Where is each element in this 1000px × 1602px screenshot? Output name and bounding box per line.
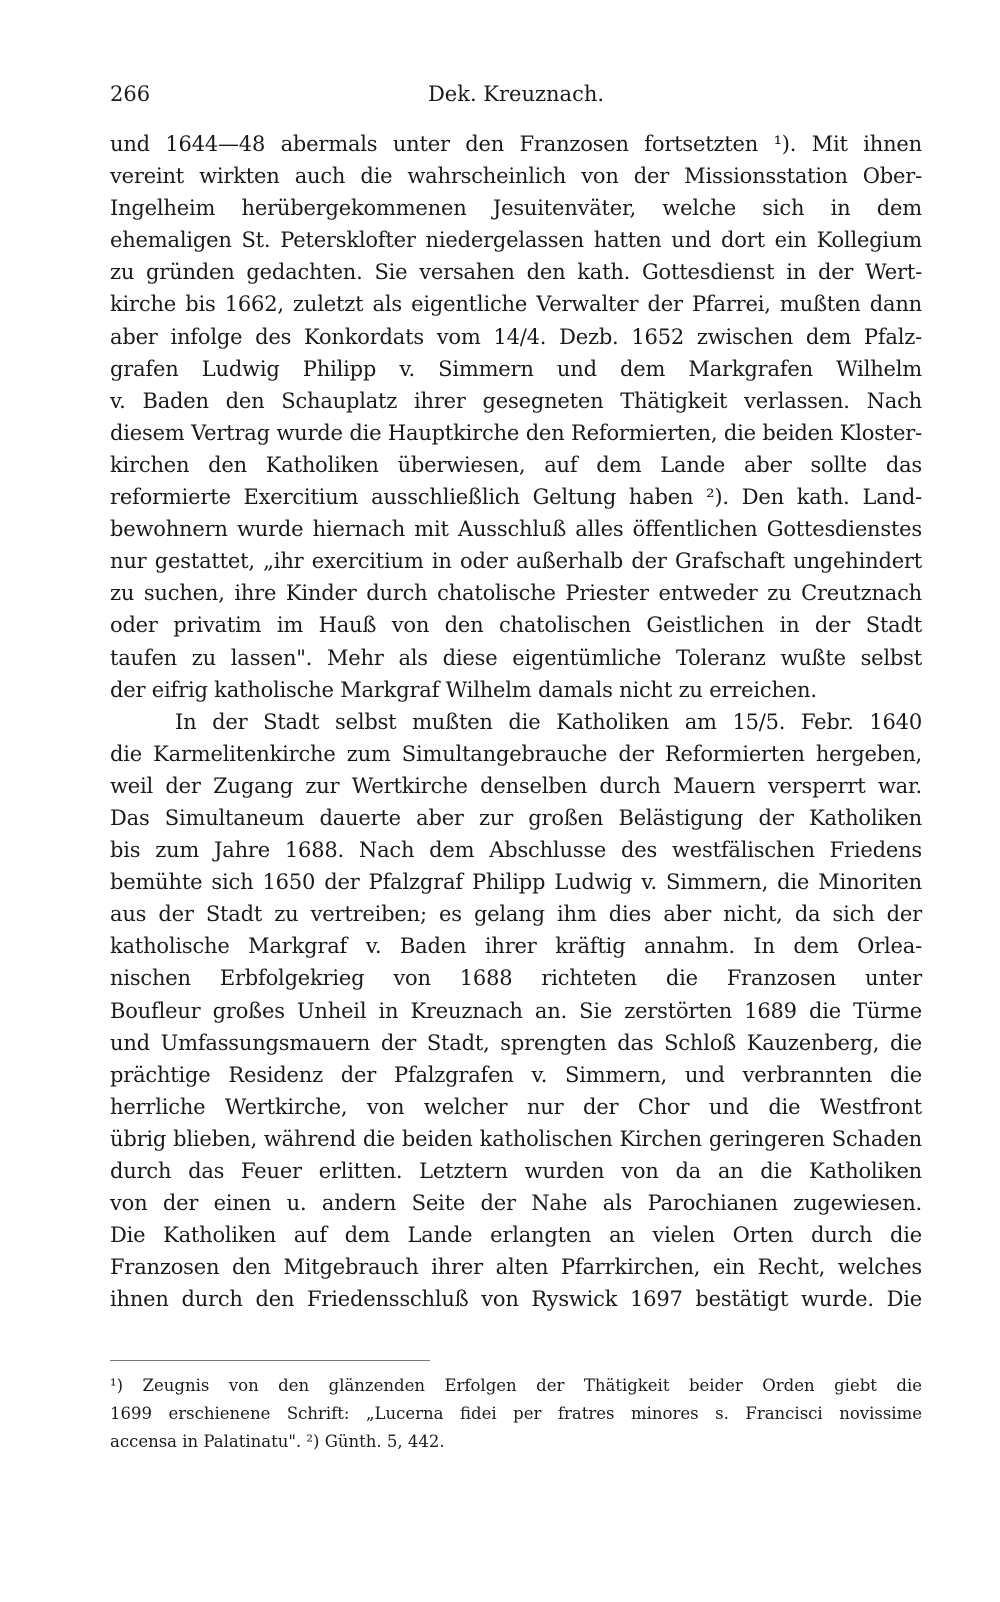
text-line: prächtige Residenz der Pfalzgrafen v. Simmern, und verbrannten die xyxy=(110,1062,922,1087)
footnote-line: ¹) Zeugnis von den glänzenden Erfolgen der Thätigkeit beider Orden giebt die xyxy=(110,1376,922,1395)
text-line: durch das Feuer erlitten. Letztern wurden von da an die Katholiken xyxy=(110,1159,922,1183)
running-title: Dek. Kreuznach. xyxy=(427,82,605,106)
footnote-line: 1699 erschienene Schrift: „Lucerna fidei per fratres minores s. Francisci novissime xyxy=(110,1404,922,1423)
footnote-divider xyxy=(110,1360,430,1361)
text-line: aus der Stadt zu vertreiben; es gelang ihm dies aber nicht, da sich der xyxy=(110,902,922,927)
text-line: kirche bis 1662, zuletzt als eigentliche Verwalter der Pfarrei, mußten dann xyxy=(110,292,922,317)
text-line: von der einen u. andern Seite der Nahe als Parochianen zugewiesen. xyxy=(110,1191,922,1216)
text-line: v. Baden den Schauplatz ihrer gesegneten Thätigkeit verlassen. Nach xyxy=(110,388,922,413)
text-line: zu gründen gedachten. Sie versahen den kath. Gottesdienst in der Wert- xyxy=(110,260,922,285)
text-line: katholische Markgraf v. Baden ihrer kräftig annahm. In dem Orlea- xyxy=(110,934,922,959)
text-line: Das Simultaneum dauerte aber zur großen Belästigung der Katholiken xyxy=(110,805,922,830)
body-text xyxy=(110,128,922,1315)
page-number: 266 xyxy=(110,82,151,106)
footnotes xyxy=(110,1372,922,1456)
text-line: kirchen den Katholiken überwiesen, auf dem Lande aber sollte das xyxy=(110,452,922,477)
text-line: taufen zu lassen". Mehr als diese eigentümliche Toleranz wußte selbst xyxy=(110,645,922,670)
paragraph-start-line: In der Stadt selbst mußten die Katholiken am 15/5. Febr. 1640 xyxy=(175,709,922,734)
text-line: Franzosen den Mitgebrauch ihrer alten Pfarrkirchen, ein Recht, welches xyxy=(110,1255,922,1280)
text-line: Ingelheim herübergekommenen Jesuitenväter, welche sich in dem xyxy=(110,196,922,221)
footnote-line: accensa in Palatinatu". ²) Günth. 5, 442. xyxy=(110,1432,445,1451)
text-line: herrliche Wertkirche, von welcher nur der Chor und die Westfront xyxy=(110,1094,922,1119)
text-line: die Karmelitenkirche zum Simultangebrauche der Reformierten hergeben, xyxy=(110,741,922,766)
text-line: bis zum Jahre 1688. Nach dem Abschlusse des westfälischen Friedens xyxy=(110,838,922,863)
text-line: bemühte sich 1650 der Pfalzgraf Philipp Ludwig v. Simmern, die Minoriten xyxy=(110,870,922,895)
text-line: der eifrig katholische Markgraf Wilhelm damals nicht zu erreichen. xyxy=(110,677,817,702)
text-line: und 1644—48 abermals unter den Franzosen fortsetzten ¹). Mit ihnen xyxy=(110,132,922,156)
text-line: aber infolge des Konkordats vom 14/4. Dezb. 1652 zwischen dem Pfalz- xyxy=(110,324,922,349)
text-line: reformierte Exercitium ausschließlich Geltung haben ²). Den kath. Land- xyxy=(110,485,922,510)
text-line: ihnen durch den Friedensschluß von Ryswick 1697 bestätigt wurde. Die xyxy=(110,1287,922,1312)
text-line: und Umfassungsmauern der Stadt, sprengten das Schloß Kauzenberg, die xyxy=(110,1030,922,1055)
text-line: vereint wirkten auch die wahrscheinlich von der Missionsstation Ober- xyxy=(110,164,922,189)
text-line: Die Katholiken auf dem Lande erlangten an vielen Orten durch die xyxy=(110,1223,922,1248)
text-line: diesem Vertrag wurde die Hauptkirche den Reformierten, die beiden Kloster- xyxy=(110,420,922,445)
text-line: weil der Zugang zur Wertkirche denselben durch Mauern versperrt war. xyxy=(110,773,922,798)
text-line: nischen Erbfolgekrieg von 1688 richteten die Franzosen unter xyxy=(110,966,922,991)
text-line: oder privatim im Hauß von den chatolischen Geistlichen in der Stadt xyxy=(110,613,922,638)
text-line: übrig blieben, während die beiden katholischen Kirchen geringeren Schaden xyxy=(110,1126,922,1151)
page-header xyxy=(110,82,922,112)
text-line: ehemaligen St. Petersklofter niedergelassen hatten und dort ein Kollegium xyxy=(110,228,922,253)
text-line: Boufleur großes Unheil in Kreuznach an. Sie zerstörten 1689 die Türme xyxy=(110,998,922,1023)
text-line: nur gestattet, „ihr exercitium in oder außerhalb der Grafschaft ungehindert xyxy=(110,549,922,574)
text-line: grafen Ludwig Philipp v. Simmern und dem Markgrafen Wilhelm xyxy=(110,356,922,381)
text-line: bewohnern wurde hiernach mit Ausschluß alles öffentlichen Gottesdienstes xyxy=(110,517,922,542)
text-line: zu suchen, ihre Kinder durch chatolische Priester entweder zu Creutznach xyxy=(110,581,922,606)
